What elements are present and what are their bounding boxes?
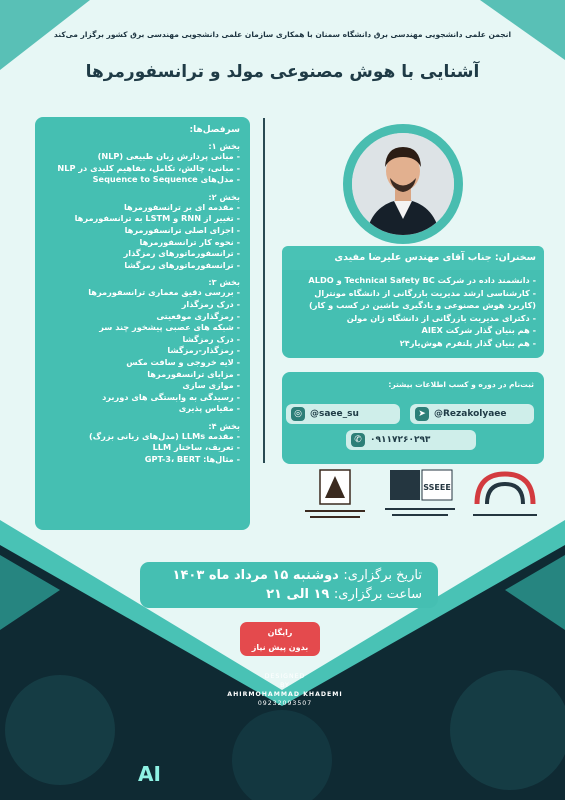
phone-icon: ✆ [351, 433, 365, 447]
designed-word: DESIGNED [264, 673, 306, 680]
speaker-bio-line: - هم بنیان گذار شرکت AIEX [421, 325, 536, 336]
syllabus-item: - تعریف، ساختار LLM [152, 442, 240, 453]
syllabus-item: - موازی سازی [182, 380, 240, 391]
speaker-bio-line: - دکترای مدیریت بازرگانی از دانشگاه ژان مولن [346, 312, 536, 323]
instagram-chip[interactable] [286, 404, 400, 424]
speaker-bio-line: - دانشمند داده در شرکت Technical Safety BC و ALDO [308, 275, 536, 285]
syllabus-item: - مقدمه LLMs (مدل‌های زبانی بزرگ) [89, 430, 240, 441]
syllabus-part-title: بخش ۴: [208, 420, 240, 431]
badge-no-prereq: بدون پیش نیاز [251, 643, 309, 652]
syllabus-item: - ترانسفورماتورهای رمزگشا [124, 259, 240, 270]
speaker-bio-line: (کاربرد هوش مصنوعی و یادگیری ماشین در کسب و کار) [308, 300, 536, 311]
date-value: دوشنبه ۱۵ مرداد ماه ۱۴۰۳ [172, 568, 339, 583]
syllabus-parts [43, 141, 240, 466]
syllabus-item: - تغییر از RNN و LSTM به ترانسفورمرها [74, 213, 240, 224]
event-schedule [140, 562, 438, 608]
syllabus-part-title: بخش ۱: [208, 141, 240, 151]
syllabus-item: - مقیاس پذیری [178, 403, 240, 414]
badge-free: رایگان [267, 628, 293, 637]
syllabus-item: - رمزگذاری موقعیتی [156, 310, 240, 321]
syllabus-part-title: بخش ۳: [208, 277, 240, 288]
syllabus-item: - شبکه های عصبی پیشخور چند سر [99, 322, 240, 333]
syllabus-item: - لایه خروجی و سافت مکس [126, 356, 240, 367]
svg-text:SSEEE: SSEEE [423, 483, 451, 492]
syllabus-panel [35, 117, 250, 530]
speaker-bio-line: - هم بنیان گذار پلتفرم هوش‌یار۲۴ [399, 337, 536, 348]
syllabus-item: - نحوه کار ترانسفورمرها [139, 236, 240, 247]
free-badge [240, 622, 320, 656]
semnan-university-logo [300, 468, 370, 526]
designer-phone: 09232093507 [257, 700, 313, 707]
syllabus-heading: سرفصل‌ها: [189, 125, 240, 135]
page-title: آشنایی با هوش مصنوعی مولد و ترانسفورمرها [85, 62, 480, 82]
by-word: BY [280, 682, 290, 689]
syllabus-item: - مدل‌های Sequence to Sequence [92, 174, 240, 185]
syllabus-item: - رسیدگی به وابستگی های دوربرد [102, 391, 240, 402]
logos-row [300, 468, 545, 536]
designer-name: AHIRMOHAMMAD KHADEMI [227, 691, 343, 698]
syllabus-item: - مبانی، چالش، تکامل، مفاهیم کلیدی در NLP [57, 162, 240, 173]
syllabus-item: - مقدمه ای بر ترانسفورمرها [123, 201, 240, 212]
syllabus-item: - رمزگذار-رمزگشا [167, 345, 240, 356]
syllabus-item: - درک رمزگشا [182, 333, 240, 344]
syllabus-item: - مزایای ترانسفورمرها [147, 368, 240, 379]
speaker-bio-line: - کارشناسی ارشد مدیریت بازرگانی از دانشگاه مونترال [314, 287, 536, 298]
syllabus-item: - مثال‌ها: GPT-3، BERT [144, 454, 240, 465]
organizer-subtitle: انجمن علمی دانشجویی مهندسی برق دانشگاه سمنان با همکاری سازمان علمی دانشجویی مهندسی برق کشور برگزار می‌کند [53, 30, 512, 39]
telegram-handle: @Rezakolyaee [434, 409, 507, 419]
time-value: ۱۹ الی ۲۱ [266, 587, 330, 602]
syllabus-item: - مبانی پردازش زبان طبیعی (NLP) [97, 151, 240, 161]
time-label: ساعت برگزاری: [333, 587, 422, 602]
contact-heading: ثبت‌نام در دوره و کسب اطلاعات بیشتر: [388, 380, 534, 389]
syllabus-item: - اجزای اصلی ترانسفورمرها [124, 224, 240, 235]
instagram-handle: @saee_su [310, 409, 359, 419]
speaker-bio [282, 270, 544, 358]
date-label: تاریخ برگزاری: [343, 568, 422, 583]
association-logo [465, 468, 545, 526]
phone-chip[interactable] [346, 430, 476, 450]
telegram-chip[interactable] [410, 404, 534, 424]
ssees-logo [380, 468, 460, 526]
syllabus-item: - ترانسفورماتورهای رمزگذار [123, 248, 240, 259]
vertical-divider [263, 118, 265, 463]
instagram-icon: ◎ [291, 407, 305, 421]
phone-number: ۰۹۱۱۷۲۶۰۲۹۳ [370, 435, 431, 445]
syllabus-part-title: بخش ۲: [208, 191, 240, 202]
telegram-icon: ➤ [415, 407, 429, 421]
speaker-avatar-icon [352, 133, 454, 235]
speaker-photo [352, 133, 454, 235]
speaker-heading-band [282, 246, 544, 270]
syllabus-item: - بررسی دقیق معماری ترانسفورمرها [88, 287, 240, 298]
contact-panel [282, 372, 544, 464]
ai-text: AI [138, 762, 161, 786]
syllabus-item: - درک رمزگذار [181, 298, 240, 309]
designer-credits [220, 672, 350, 708]
speaker-heading: سخنران: جناب آقای مهندس علیرضا مفیدی [334, 252, 536, 263]
